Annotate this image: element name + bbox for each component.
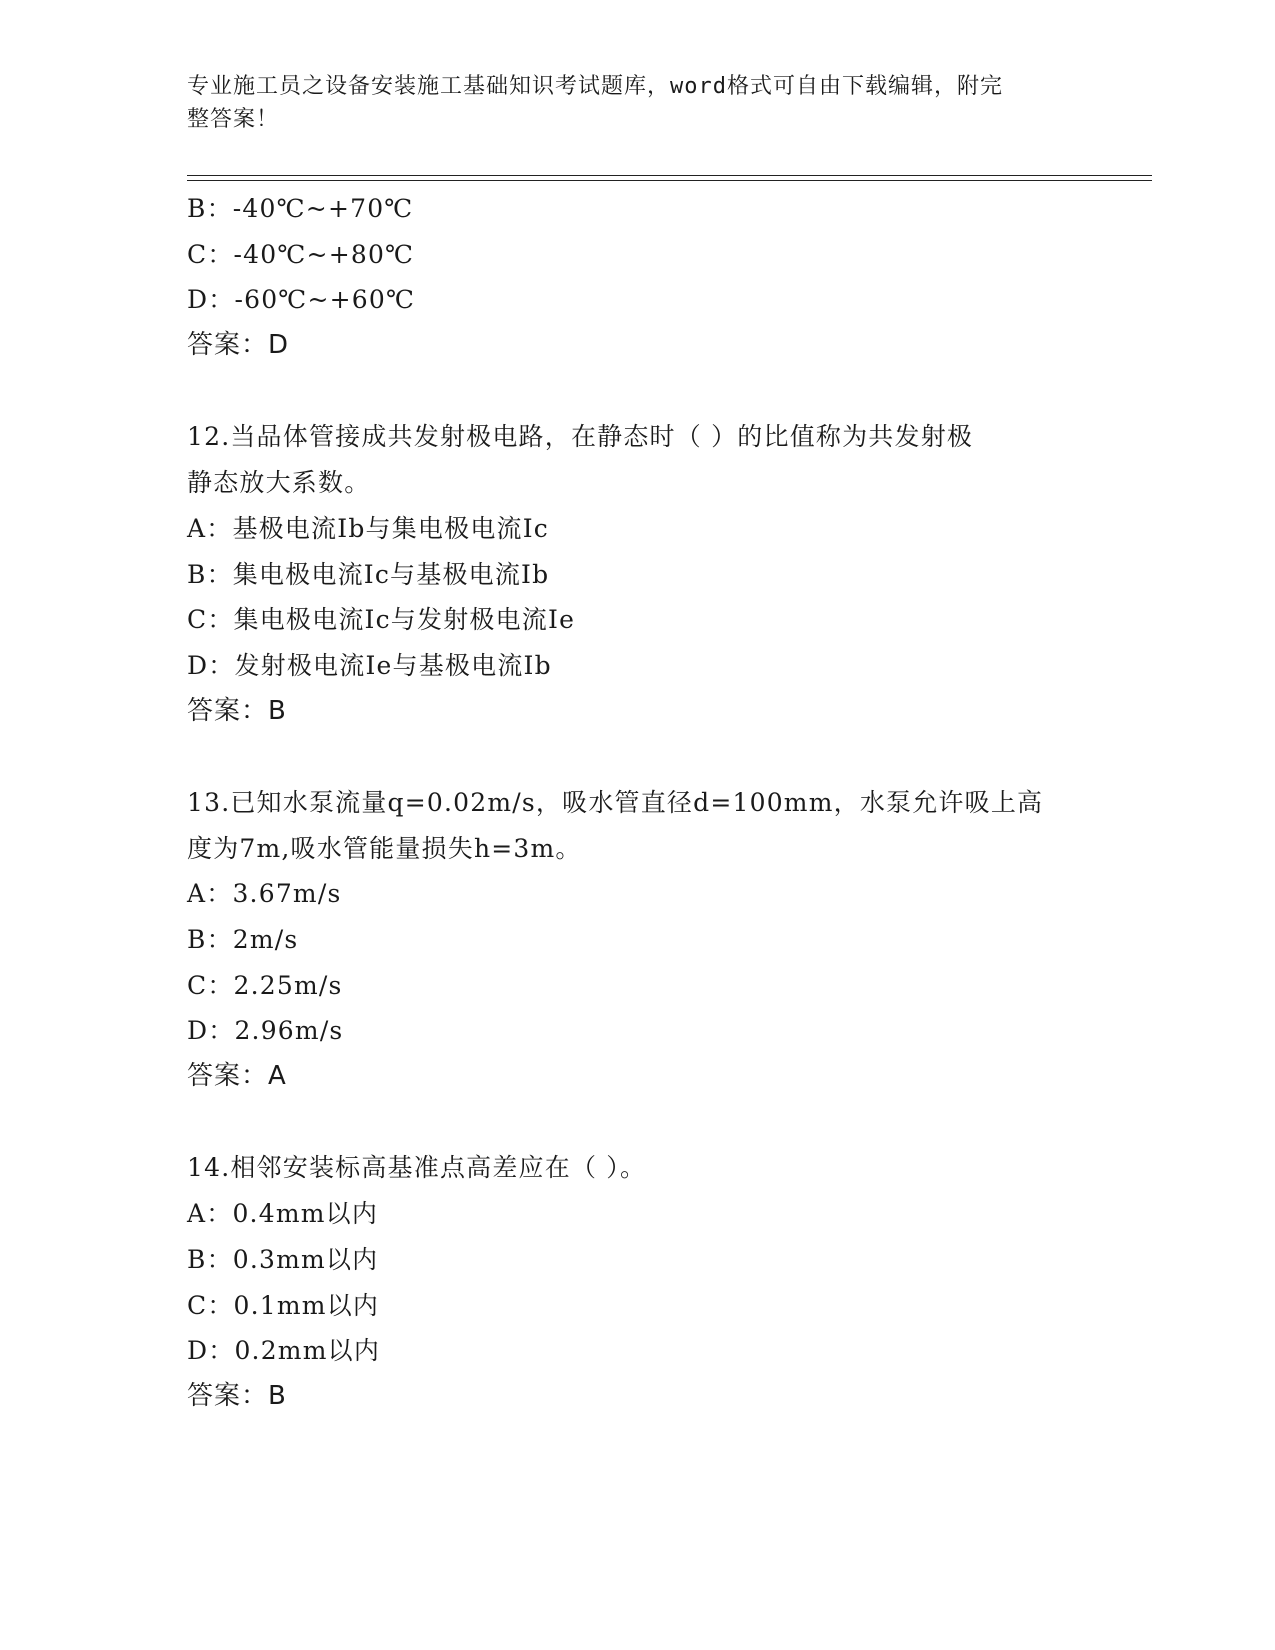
answer: 答案：B [187, 695, 287, 726]
option-b: B：-40℃~+70℃ [187, 194, 414, 223]
option-a: A：0.4mm以内 [187, 1199, 379, 1229]
question-stem-continued: 静态放大系数。 [187, 468, 371, 498]
option-c: C：0.1mm以内 [187, 1290, 380, 1320]
question-13 [187, 780, 1147, 1100]
spacer [187, 1100, 1147, 1146]
document-header [187, 70, 1087, 136]
answer: 答案：A [187, 1061, 287, 1092]
option-d: D：0.2mm以内 [187, 1336, 381, 1366]
option-b: B：2m/s [187, 925, 299, 954]
option-c: C：2.25m/s [187, 970, 343, 1000]
option-b: B：0.3mm以内 [187, 1244, 379, 1274]
option-a: A：3.67m/s [187, 879, 342, 909]
header-line-2: 整答案！ [187, 107, 280, 132]
spacer [187, 369, 1147, 415]
question-stem-continued: 度为7m,吸水管能量损失h=3m。 [187, 833, 582, 863]
question-stem: 14.相邻安装标高基准点高差应在（ ）。 [187, 1153, 647, 1183]
question-list [187, 186, 1147, 1420]
header-divider-top [187, 175, 1152, 176]
option-c: C：-40℃~+80℃ [187, 239, 415, 269]
question-stem: 13.已知水泵流量q=0.02m/s，吸水管直径d=100mm，水泵允许吸上高 [187, 787, 1044, 817]
option-d: D：发射极电流Ie与基极电流Ib [187, 650, 552, 680]
option-a: A：基极电流Ib与集电极电流Ic [187, 513, 550, 543]
answer: 答案：D [187, 330, 290, 361]
option-b: B：集电极电流Ic与基极电流Ib [187, 559, 550, 589]
header-divider-bottom [187, 180, 1152, 181]
option-c: C：集电极电流Ic与发射极电流Ie [187, 605, 576, 635]
option-d: D：-60℃~+60℃ [187, 285, 416, 315]
option-d: D：2.96m/s [187, 1016, 344, 1046]
answer: 答案：B [187, 1380, 287, 1411]
header-line-1: 专业施工员之设备安装施工基础知识考试题库，word格式可自由下载编辑，附完 [187, 74, 1003, 99]
spacer [187, 734, 1147, 780]
question-14 [187, 1145, 1147, 1419]
question-12 [187, 414, 1147, 734]
question-stem: 12.当品体管接成共发射极电路，在静态时（ ）的比值称为共发射极 [187, 422, 974, 452]
question-11-tail [187, 186, 1147, 369]
